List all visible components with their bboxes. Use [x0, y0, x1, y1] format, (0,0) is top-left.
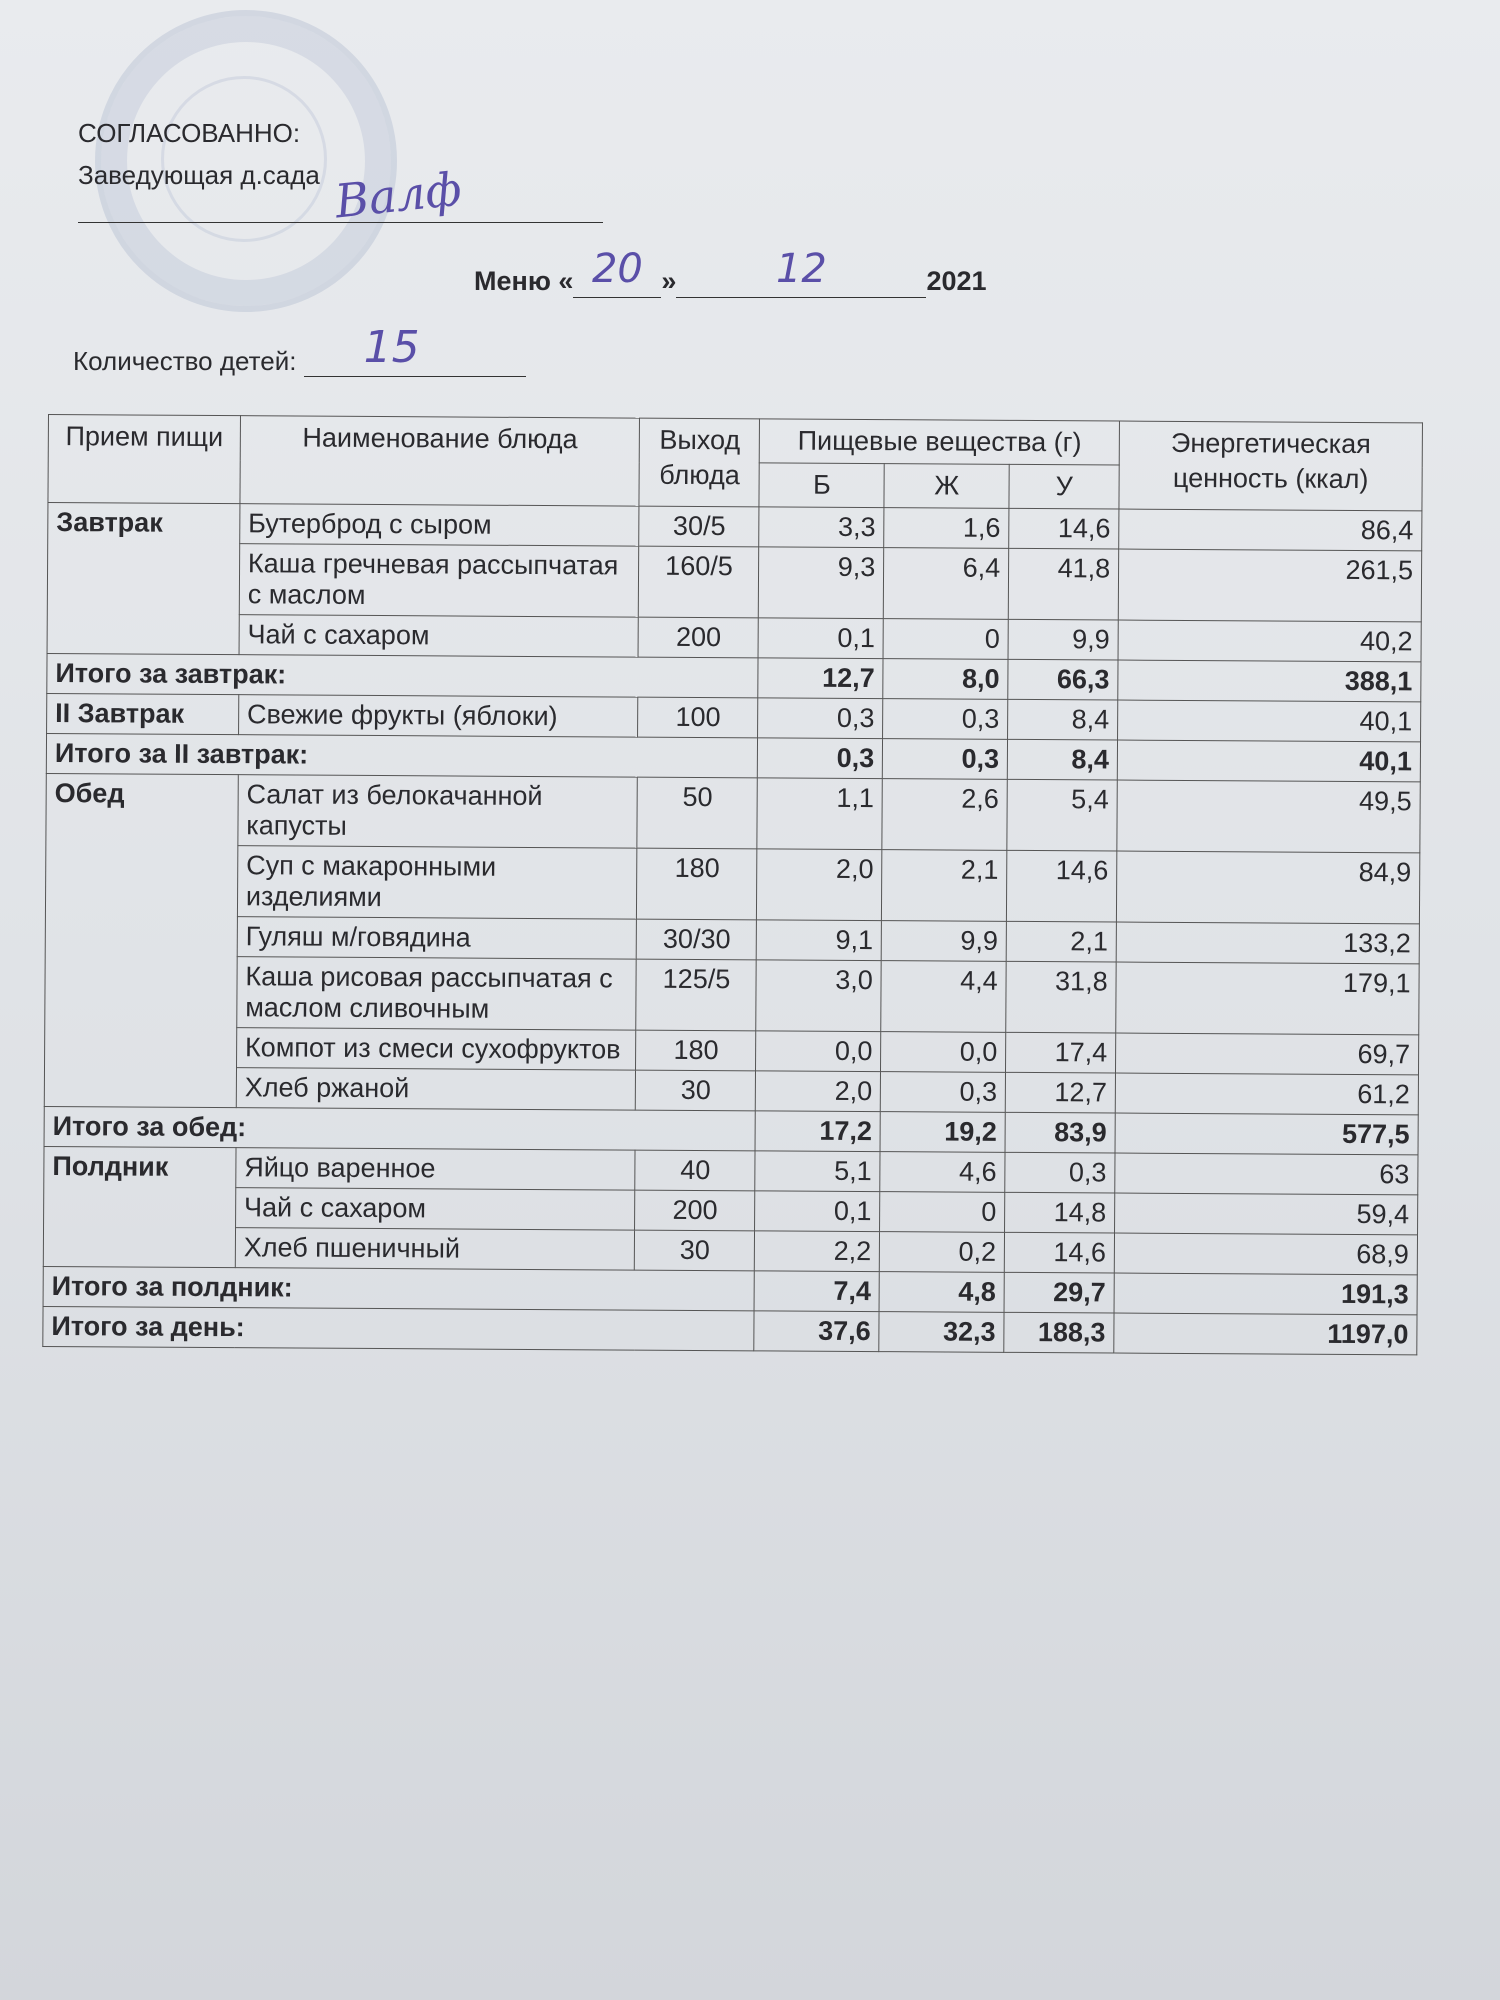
- col-energy-header: Энергетическая ценность (ккал): [1119, 421, 1422, 511]
- children-count-handwritten: 15: [363, 322, 420, 373]
- protein: 0,1: [758, 618, 883, 659]
- carbs: 5,4: [1007, 780, 1117, 852]
- dish-name: Чай с сахаром: [239, 615, 639, 657]
- children-count-line: [73, 322, 526, 377]
- protein: 0,0: [756, 1031, 881, 1072]
- col-meal-header: Прием пищи: [48, 415, 240, 504]
- signature: Валф: [332, 161, 465, 229]
- energy: 179,1: [1116, 962, 1419, 1035]
- dish-name: Суп с макаронными изделиями: [237, 846, 637, 919]
- carbs: 9,9: [1008, 620, 1118, 661]
- col-nutrients-header: Пищевые вещества (г): [760, 419, 1120, 465]
- fat: 6,4: [884, 548, 1009, 620]
- day-total-fat: 32,3: [879, 1312, 1004, 1353]
- col-dish-header: Наименование блюда: [240, 416, 640, 507]
- carbs: 31,8: [1006, 962, 1116, 1034]
- carbs: 17,4: [1006, 1033, 1116, 1074]
- total-fat: 19,2: [880, 1112, 1005, 1153]
- carbs: 14,6: [1007, 851, 1117, 923]
- total-fat: 0,3: [883, 739, 1008, 780]
- day-blank: [573, 246, 661, 298]
- carbs: 12,7: [1005, 1073, 1115, 1114]
- meal-label-breakfast2: II Завтрак: [47, 694, 239, 735]
- energy: 40,2: [1118, 620, 1421, 662]
- menu-title-mid: »: [661, 266, 677, 296]
- menu-title-prefix: Меню «: [474, 266, 574, 296]
- protein: 2,2: [755, 1231, 880, 1272]
- month-blank: [676, 246, 926, 298]
- signature-line: [78, 222, 603, 223]
- header-row: [48, 415, 1422, 467]
- day-total-protein: 37,6: [754, 1311, 879, 1352]
- day-total-label: Итого за день:: [43, 1307, 755, 1351]
- carbs: 0,3: [1005, 1153, 1115, 1194]
- dish-yield: 125/5: [636, 959, 756, 1031]
- total-fat: 8,0: [883, 659, 1008, 700]
- protein: 0,1: [755, 1191, 880, 1232]
- protein: 9,1: [757, 920, 882, 961]
- protein: 0,3: [758, 698, 883, 739]
- dish-yield: 30/30: [637, 919, 757, 960]
- energy: 84,9: [1117, 851, 1420, 924]
- fat: 4,4: [881, 961, 1006, 1033]
- total-energy: 191,3: [1114, 1273, 1417, 1315]
- meal-label-snack: Полдник: [43, 1147, 236, 1268]
- dish-yield: 200: [638, 617, 758, 658]
- dish-yield: 30/5: [639, 506, 759, 547]
- energy: 68,9: [1114, 1233, 1417, 1275]
- total-label: Итого за обед:: [44, 1107, 756, 1151]
- protein: 5,1: [755, 1151, 880, 1192]
- fat: 1,6: [884, 508, 1009, 549]
- dish-name: Салат из белокачанной капусты: [238, 775, 638, 848]
- approval-heading: СОГЛАСОВАННО:: [78, 118, 301, 148]
- dish-name: Каша рисовая рассыпчатая с маслом сливочным: [237, 957, 637, 1030]
- energy: 261,5: [1118, 549, 1421, 622]
- fat: 2,1: [882, 850, 1007, 922]
- table-row: [45, 956, 1419, 1035]
- head-title: Заведующая д.сада: [78, 160, 320, 190]
- dish-name: Яйцо варенное: [236, 1148, 636, 1190]
- energy: 49,5: [1117, 780, 1420, 853]
- total-fat: 4,8: [879, 1272, 1004, 1313]
- energy: 86,4: [1119, 509, 1422, 551]
- energy: 133,2: [1116, 922, 1419, 964]
- menu-title: [474, 246, 987, 298]
- protein: 9,3: [759, 547, 884, 619]
- fat: 9,9: [881, 921, 1006, 962]
- energy: 59,4: [1115, 1193, 1418, 1235]
- col-u-header: У: [1009, 464, 1119, 509]
- dish-name: Чай с сахаром: [235, 1188, 635, 1230]
- fat: 0,3: [883, 699, 1008, 740]
- carbs: 14,6: [1009, 509, 1119, 550]
- total-label: Итого за II завтрак:: [46, 734, 758, 778]
- children-blank: [304, 322, 526, 377]
- fat: 0,0: [881, 1032, 1006, 1073]
- col-b-header: Б: [759, 463, 884, 508]
- dish-yield: 40: [635, 1150, 755, 1191]
- total-label: Итого за полдник:: [43, 1267, 755, 1311]
- energy: 61,2: [1115, 1073, 1418, 1115]
- menu-year: 2021: [926, 266, 987, 296]
- total-carbs: 29,7: [1004, 1273, 1114, 1314]
- total-carbs: 83,9: [1005, 1113, 1115, 1154]
- protein: 3,0: [756, 960, 881, 1032]
- col-zh-header: Ж: [884, 464, 1009, 509]
- fat: 0,2: [880, 1232, 1005, 1273]
- total-protein: 7,4: [754, 1271, 879, 1312]
- energy: 40,1: [1118, 700, 1421, 742]
- total-energy: 40,1: [1117, 740, 1420, 782]
- fat: 2,6: [882, 779, 1007, 851]
- dish-yield: 100: [638, 697, 758, 738]
- dish-yield: 160/5: [639, 546, 759, 618]
- dish-name: Компот из смеси сухофруктов: [236, 1028, 636, 1070]
- carbs: 41,8: [1008, 549, 1118, 621]
- meal-label-breakfast: Завтрак: [47, 503, 240, 655]
- day-total-carbs: 188,3: [1004, 1313, 1114, 1354]
- table-row: [47, 543, 1421, 622]
- table-row: [45, 845, 1419, 924]
- energy: 63: [1115, 1153, 1418, 1195]
- total-energy: 577,5: [1115, 1113, 1418, 1155]
- dish-yield: 30: [636, 1070, 756, 1111]
- col-yield-header: Выход блюда: [639, 418, 759, 507]
- carbs: 14,6: [1004, 1233, 1114, 1274]
- protein: 2,0: [756, 1071, 881, 1112]
- day-handwritten: 20: [591, 246, 643, 292]
- total-energy: 388,1: [1118, 660, 1421, 702]
- dish-name: Бутерброд с сыром: [240, 504, 640, 546]
- dish-yield: 180: [636, 1030, 756, 1071]
- energy: 69,7: [1116, 1033, 1419, 1075]
- total-protein: 17,2: [755, 1111, 880, 1152]
- table-row: [46, 774, 1420, 853]
- total-carbs: 66,3: [1008, 660, 1118, 701]
- protein: 3,3: [759, 507, 884, 548]
- carbs: 2,1: [1006, 922, 1116, 963]
- day-total-energy: 1197,0: [1114, 1313, 1417, 1355]
- dish-name: Свежие фрукты (яблоки): [238, 695, 638, 737]
- fat: 0,3: [881, 1072, 1006, 1113]
- protein: 2,0: [757, 849, 882, 921]
- total-label: Итого за завтрак:: [47, 654, 759, 698]
- children-label: Количество детей:: [73, 346, 297, 376]
- menu-table: [42, 414, 1423, 1356]
- stamp-inner-ring: [161, 76, 327, 242]
- total-row-day: [43, 1307, 1417, 1355]
- dish-yield: 50: [637, 777, 757, 849]
- month-handwritten: 12: [775, 246, 827, 292]
- carbs: 8,4: [1008, 700, 1118, 741]
- dish-name: Гуляш м/говядина: [237, 917, 637, 959]
- total-protein: 12,7: [758, 658, 883, 699]
- dish-name: Каша гречневая рассыпчатая с маслом: [239, 544, 639, 617]
- dish-yield: 200: [635, 1190, 755, 1231]
- meal-label-lunch: Обед: [44, 774, 238, 1108]
- carbs: 14,8: [1005, 1193, 1115, 1234]
- total-carbs: 8,4: [1007, 740, 1117, 781]
- fat: 4,6: [880, 1152, 1005, 1193]
- dish-yield: 180: [637, 848, 757, 920]
- dish-name: Хлеб пшеничный: [235, 1228, 635, 1270]
- dish-name: Хлеб ржаной: [236, 1068, 636, 1110]
- protein: 1,1: [757, 778, 882, 850]
- dish-yield: 30: [635, 1230, 755, 1271]
- fat: 0: [880, 1192, 1005, 1233]
- total-protein: 0,3: [758, 738, 883, 779]
- fat: 0: [883, 619, 1008, 660]
